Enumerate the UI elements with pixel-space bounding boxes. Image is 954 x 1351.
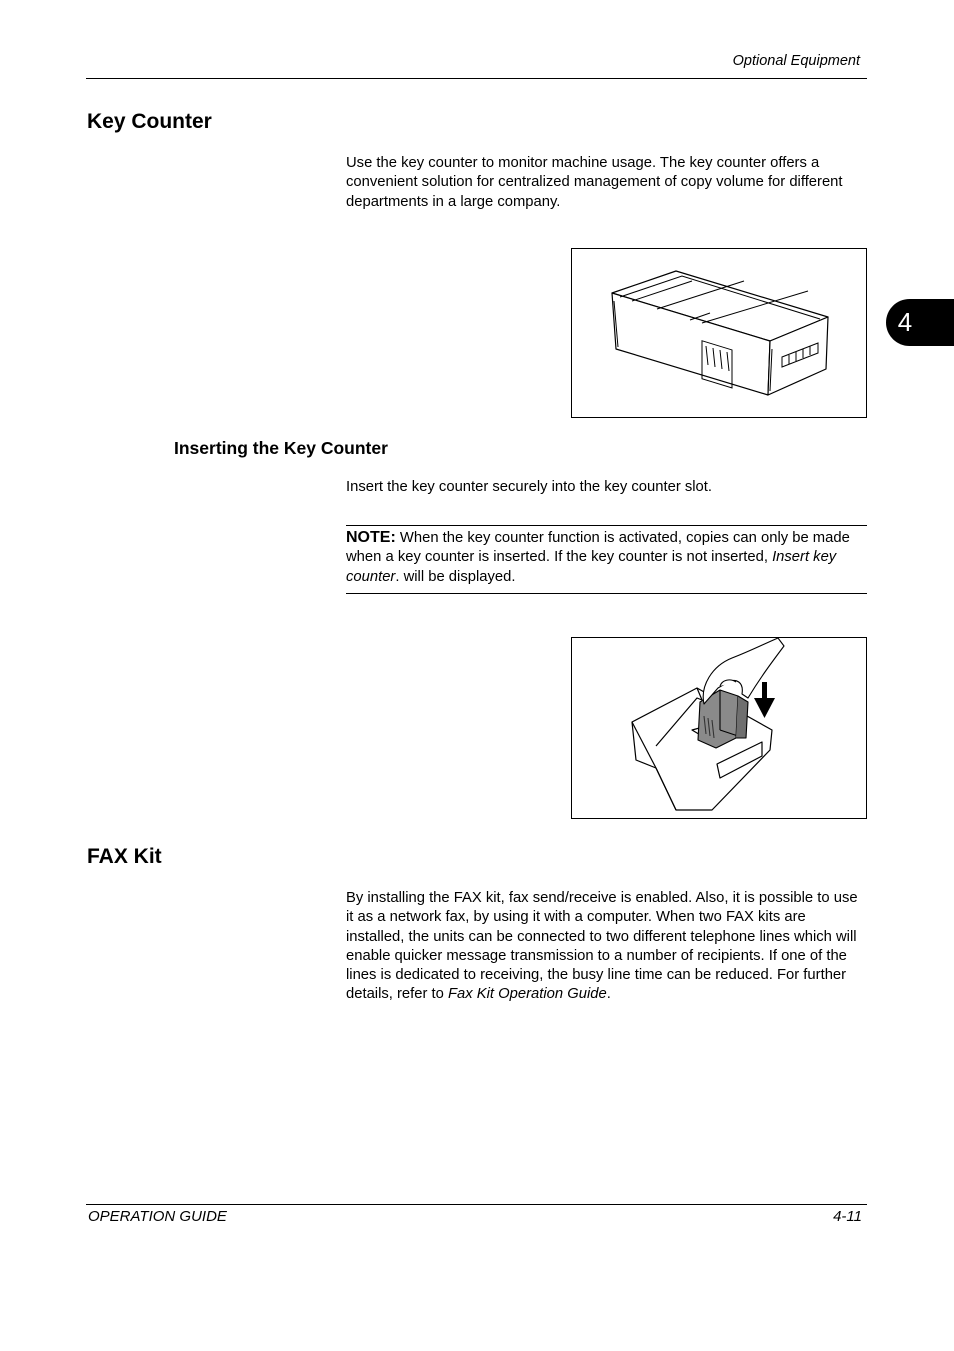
note-top-rule <box>346 525 867 526</box>
note-text-after: . will be displayed. <box>395 568 516 585</box>
inserting-key-counter-heading: Inserting the Key Counter <box>174 438 388 458</box>
chapter-tab <box>886 299 954 346</box>
fax-kit-text-after: . <box>606 986 611 1003</box>
inserting-key-counter-illustration <box>571 637 867 819</box>
key-counter-intro-text: Use the key counter to monitor machine usage. The key counter offers a convenient solution for centralized management of copy volume for different departments in a large company. <box>346 155 843 210</box>
footer-page-number: 4-11 <box>833 1208 862 1225</box>
fax-kit-body <box>346 889 868 1005</box>
note-label: NOTE: <box>346 529 396 546</box>
key-counter-intro <box>346 154 868 212</box>
fax-kit-heading: FAX Kit <box>87 845 162 868</box>
chapter-number: 4 <box>897 307 913 337</box>
key-counter-illustration <box>571 248 867 418</box>
note-italic-message: Insert key counter <box>346 549 837 585</box>
note-bottom-rule <box>346 593 867 594</box>
note-text-before: When the key counter function is activated, copies can only be made when a key counter is inserted. If the key counter is not inserted, <box>346 530 850 566</box>
footer-guide-name: OPERATION GUIDE <box>88 1208 227 1225</box>
header-rule <box>86 78 867 79</box>
footer-rule <box>86 1204 867 1205</box>
fax-kit-text-before: By installing the FAX kit, fax send/receive is enabled. Also, it is possible to use it as a network fax, by using it with a computer. When two FAX kits are installed, the units can be connected to two different telephone lines which will enable quicker message transmission to a number of recipients. If one of the lines is dedicated to receiving, the busy line time can be reduced. For further details, refer to <box>346 890 858 1003</box>
key-counter-device-drawing <box>572 249 866 417</box>
key-counter-insertion-drawing <box>572 638 866 818</box>
key-counter-heading: Key Counter <box>87 110 212 133</box>
inserting-key-counter-text: Insert the key counter securely into the key counter slot. <box>346 479 712 495</box>
header-section-title: Optional Equipment <box>732 53 860 69</box>
note-block <box>346 528 867 587</box>
fax-kit-guide-reference: Fax Kit Operation Guide <box>448 986 607 1003</box>
